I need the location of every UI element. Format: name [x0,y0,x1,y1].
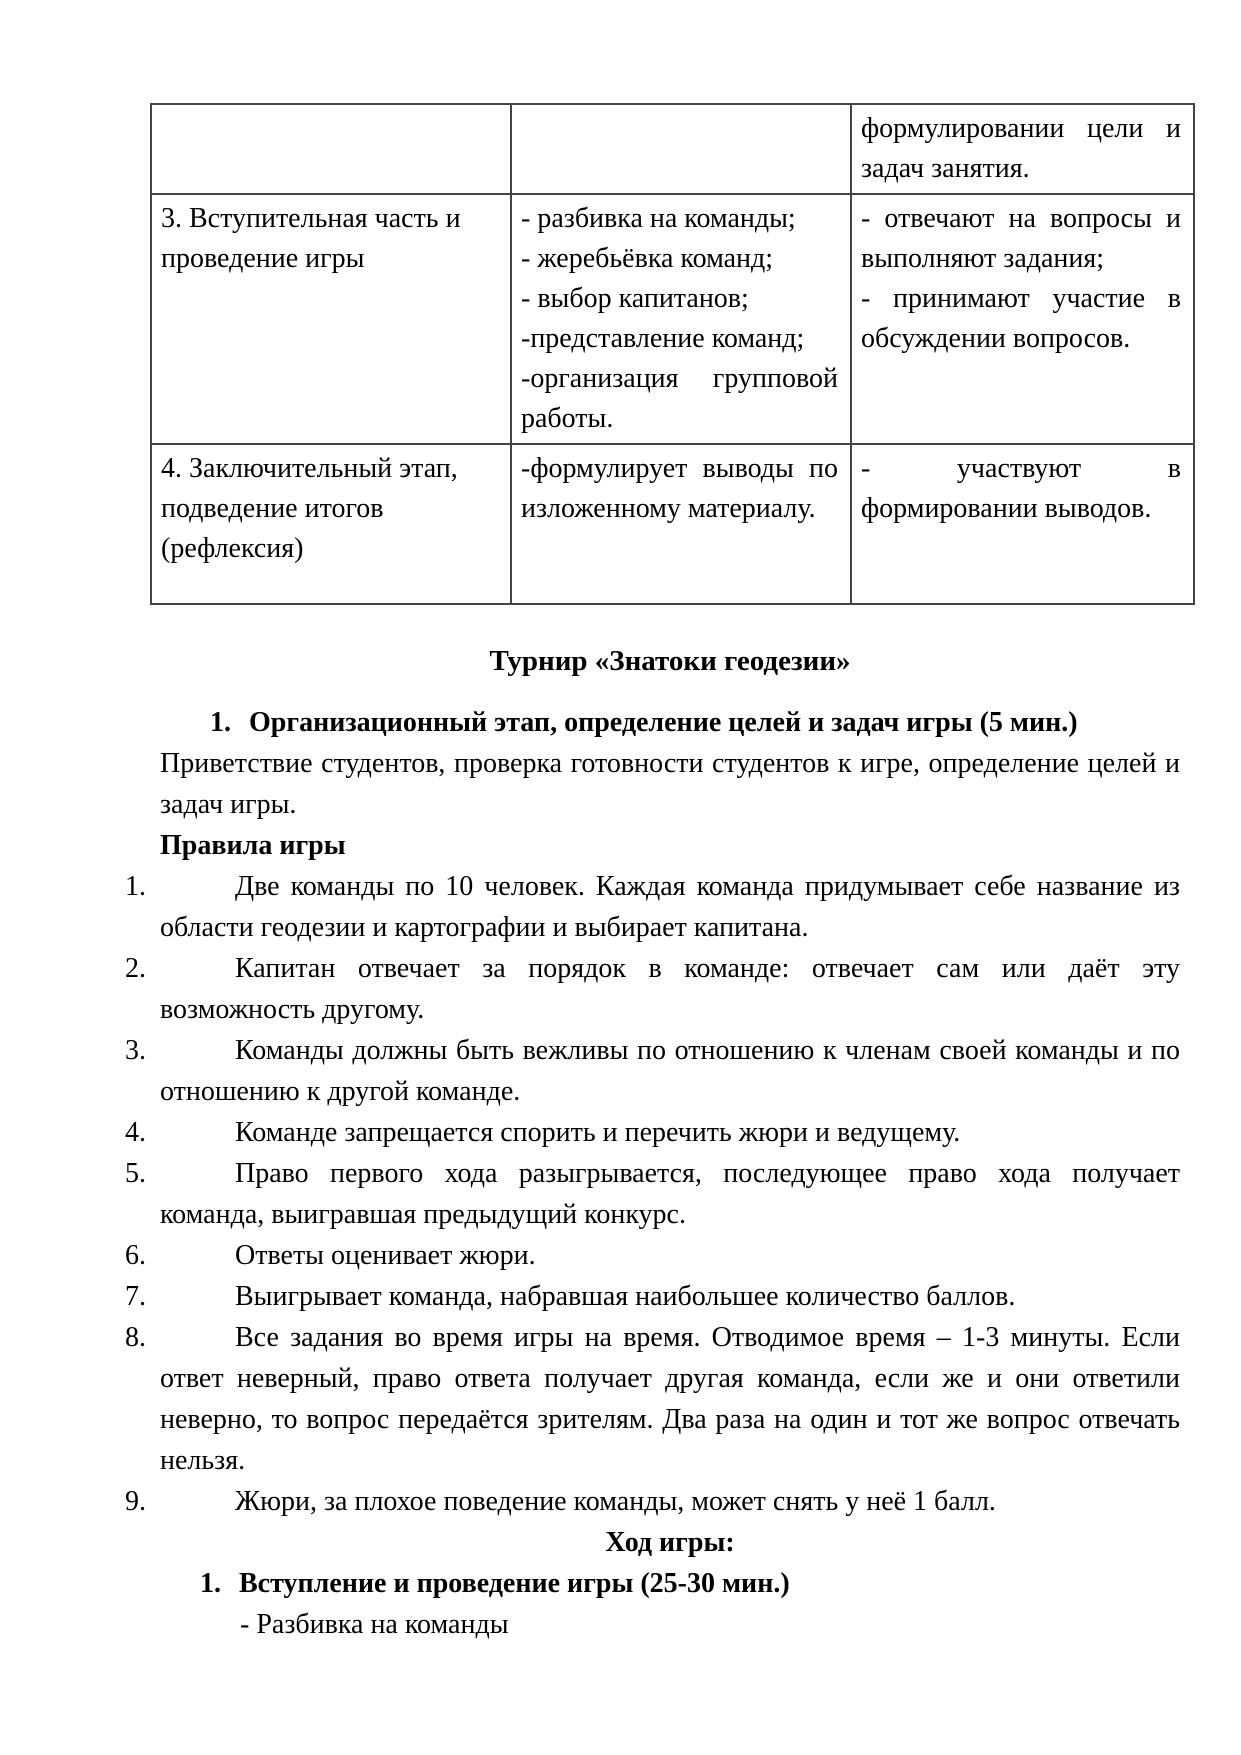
table-cell-student-activity [851,194,1194,444]
rule-number: 4. [125,1117,146,1148]
table-cell-teacher-activity [511,104,851,194]
rule-number: 7. [125,1281,146,1312]
intro-paragraph: Приветствие студентов, проверка готовности студентов к игре, определение целей и задач игры. [160,748,1180,820]
table-cell-teacher-activity [511,194,851,444]
rule-text: Право первого хода разыгрывается, последующее право хода получает команда, выигравшая предыдущий конкурс. [160,1158,1180,1230]
table-row-stage-3 [151,194,1194,444]
cell-paragraph: формулировании цели и задач занятия. [861,113,1181,184]
rule-item-6 [125,1235,1180,1276]
rule-text: Ответы оценивает жюри. [235,1240,536,1271]
rule-item-7 [125,1276,1180,1317]
rule-number: 2. [125,953,146,984]
table-cell-student-activity [851,104,1194,194]
table-cell-teacher-activity [511,444,851,604]
rule-number: 6. [125,1240,146,1271]
rule-number: 9. [125,1486,146,1517]
rule-item-5 [125,1153,1180,1235]
cell-paragraph: 4. Заключительный этап, подведение итогов (рефлексия) [161,453,458,564]
table-cell-stage [151,104,511,194]
table-cell-stage [151,444,511,604]
cell-paragraph: - разбивка на команды; [521,203,796,234]
table-row-continuation [151,104,1194,194]
rule-item-1 [125,866,1180,948]
tournament-title: Турнир «Знатоки геодезии» [489,645,851,677]
course-stage-text: Вступление и проведение игры (25-30 мин.) [239,1568,790,1599]
cell-paragraph: -формулирует выводы по изложенному материалу. [521,453,838,524]
rule-text: Жюри, за плохое поведение команды, может снять у неё 1 балл. [235,1486,996,1517]
rule-text: Команды должны быть вежливы по отношению к членам своей команды и по отношению к другой команде. [160,1035,1180,1107]
org-stage-number: 1. [210,707,231,738]
rule-item-2 [125,948,1180,1030]
cell-paragraph: - отвечают на вопросы и выполняют задания; [861,203,1181,274]
lesson-plan-table [150,103,1195,605]
course-subitem: - Разбивка на команды [240,1609,509,1640]
table-cell-stage [151,194,511,444]
cell-paragraph: -организация групповой работы. [521,363,838,434]
rule-number: 3. [125,1035,146,1066]
course-stage-heading [200,1563,1180,1604]
cell-paragraph: - жеребьёвка команд; [521,243,774,274]
rule-item-3 [125,1030,1180,1112]
rule-item-4 [125,1112,1180,1153]
rule-text: Капитан отвечает за порядок в команде: отвечает сам или даёт эту возможность другому. [160,953,1180,1025]
rule-number: 5. [125,1158,146,1189]
org-stage-text: Организационный этап, определение целей и задач игры (5 мин.) [249,707,1078,738]
rule-item-9 [125,1481,1180,1522]
course-stage-number: 1. [200,1568,221,1599]
table-cell-student-activity [851,444,1194,604]
rule-text: Две команды по 10 человек. Каждая команда придумывает себе название из области геодезии и картографии и выбирает капитана. [160,871,1180,943]
rule-text: Выигрывает команда, набравшая наибольшее количество баллов. [235,1281,1016,1312]
rule-number: 1. [125,871,146,902]
rules-heading: Правила игры [160,830,346,861]
rule-item-8 [125,1317,1180,1481]
cell-paragraph: 3. Вступительная часть и проведение игры [161,203,461,274]
game-course-heading: Ход игры: [605,1527,735,1558]
cell-paragraph: - участвуют в формировании выводов. [861,453,1181,524]
rule-text: Все задания во время игры на время. Отводимое время – 1-3 минуты. Если ответ неверный, право ответа получает другая команда, если же и они ответили неверно, то вопрос передаётся зрителям. Два раза на один и тот же вопрос отвечать нельзя. [160,1322,1180,1476]
rule-number: 8. [125,1322,146,1353]
rule-text: Команде запрещается спорить и перечить жюри и ведущему. [235,1117,961,1148]
table-row-stage-4 [151,444,1194,604]
document-body [125,641,1180,1645]
cell-paragraph: -представление команд; [521,323,805,354]
cell-paragraph: - принимают участие в обсуждении вопросов. [861,283,1181,354]
org-stage-heading [210,702,1180,743]
cell-paragraph: - выбор капитанов; [521,283,749,314]
